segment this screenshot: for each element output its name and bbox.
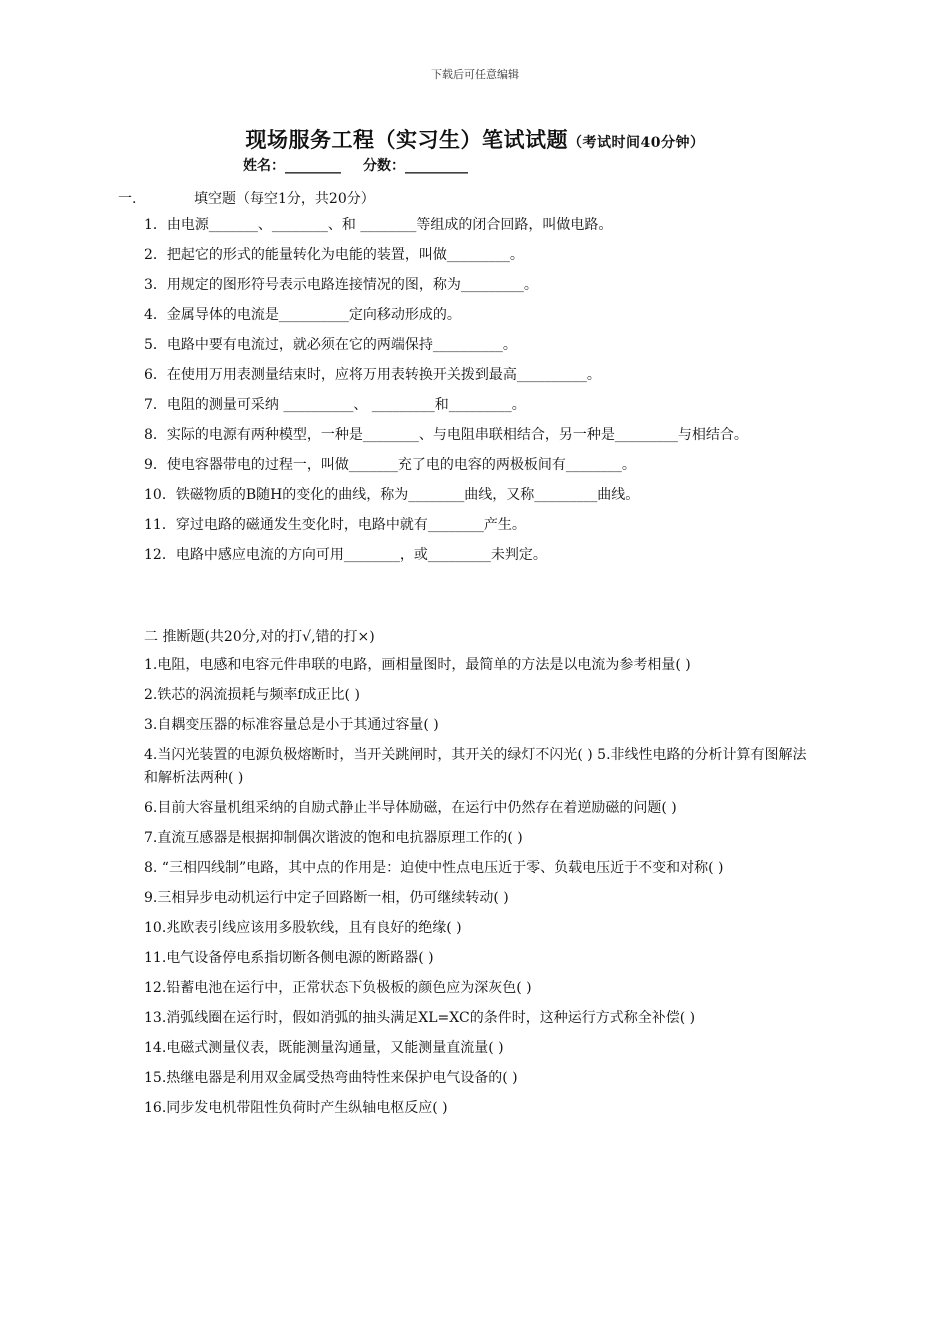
judgement-item: 15.热继电器是利用双金属受热弯曲特性来保护电气设备的( ) xyxy=(144,1070,518,1086)
judgement-item: 7.直流互感器是根据抑制偶次谐波的饱和电抗器原理工作的( ) xyxy=(144,830,523,846)
question-item: 4．金属导体的电流是__________定向移动形成的。 xyxy=(144,307,461,323)
judgement-item: 9.三相异步电动机运行中定子回路断一相，仍可继续转动( ) xyxy=(144,890,509,906)
section1-heading xyxy=(118,188,375,208)
question-item: 8．实际的电源有两种模型，一种是________、与电阻串联相结合，另一种是_________与相结合。 xyxy=(144,427,748,443)
judgement-item: 11.电气设备停电系指切断各侧电源的断路器( ) xyxy=(144,950,434,966)
section2-heading: 二 推断题(共20分,对的打√,错的打×) xyxy=(144,629,375,645)
question-item: 1．由电源_______、________、和 ________等组成的闭合回路，叫做电路。 xyxy=(144,217,613,233)
judgement-item: 16.同步发电机带阻性负荷时产生纵轴电枢反应( ) xyxy=(144,1100,448,1116)
judgement-item: 8. “三相四线制”电路，其中点的作用是：迫使中性点电压近于零、负载电压近于不变和对称( ) xyxy=(144,860,724,876)
exam-title-text: 现场服务工程（实习生）笔试试题 xyxy=(245,127,568,152)
question-item: 11．穿过电路的磁通发生变化时，电路中就有________产生。 xyxy=(144,517,526,533)
judgement-item: 1.电阻，电感和电容元件串联的电路，画相量图时，最简单的方法是以电流为参考相量( ) xyxy=(144,657,691,673)
score-field: 分数：_________ xyxy=(363,158,468,174)
download-note: 下载后可任意编辑 xyxy=(431,68,519,81)
judgement-item: 3.自耦变压器的标准容量总是小于其通过容量( ) xyxy=(144,717,439,733)
judgement-item: 10.兆欧表引线应该用多股软线，且有良好的绝缘( ) xyxy=(144,920,462,936)
exam-time-note: （考试时间40分钟） xyxy=(568,135,705,151)
judgement-item: 4.当闪光装置的电源负极熔断时，当开关跳闸时，其开关的绿灯不闪光( ) 5.非线性电路的分析计算有图解法和解析法两种( ) xyxy=(144,747,807,786)
exam-title xyxy=(0,124,950,154)
question-item: 12．电路中感应电流的方向可用________，或_________未判定。 xyxy=(144,547,547,563)
judgement-item: 12.铅蓄电池在运行中，正常状态下负极板的颜色应为深灰色( ) xyxy=(144,980,532,996)
question-item: 10．铁磁物质的B随H的变化的曲线，称为________曲线，又称_________曲线。 xyxy=(144,487,640,503)
judgement-item: 14.电磁式测量仪表，既能测量沟通量，又能测量直流量( ) xyxy=(144,1040,504,1056)
judgement-item: 13.消弧线圈在运行时，假如消弧的抽头满足XL=XC的条件时，这种运行方式称全补偿( ) xyxy=(144,1010,696,1026)
question-item: 6．在使用万用表测量结束时，应将万用表转换开关拨到最高__________。 xyxy=(144,367,601,383)
name-field: 姓名：________ xyxy=(243,158,341,174)
question-item: 9．使电容器带电的过程一，叫做_______充了电的电容的两极板间有________。 xyxy=(144,457,636,473)
question-item: 7．电阻的测量可采纳 __________、 _________和_________。 xyxy=(144,397,526,413)
judgement-item: 2.铁芯的涡流损耗与频率f成正比( ) xyxy=(144,687,360,703)
section1-number: 一. xyxy=(118,191,137,207)
section1-title: 填空题（每空1分，共20分） xyxy=(194,191,375,207)
question-item: 3．用规定的图形符号表示电路连接情况的图，称为_________。 xyxy=(144,277,538,293)
name-score-line xyxy=(243,155,468,175)
section2-questions xyxy=(144,654,814,1127)
question-item: 5．电路中要有电流过，就必须在它的两端保持__________。 xyxy=(144,337,517,353)
question-item: 2．把起它的形式的能量转化为电能的装置，叫做_________。 xyxy=(144,247,524,263)
section1-questions xyxy=(144,214,814,574)
judgement-item: 6.目前大容量机组采纳的自励式静止半导体励磁，在运行中仍然存在着逆励磁的问题( ) xyxy=(144,800,677,816)
